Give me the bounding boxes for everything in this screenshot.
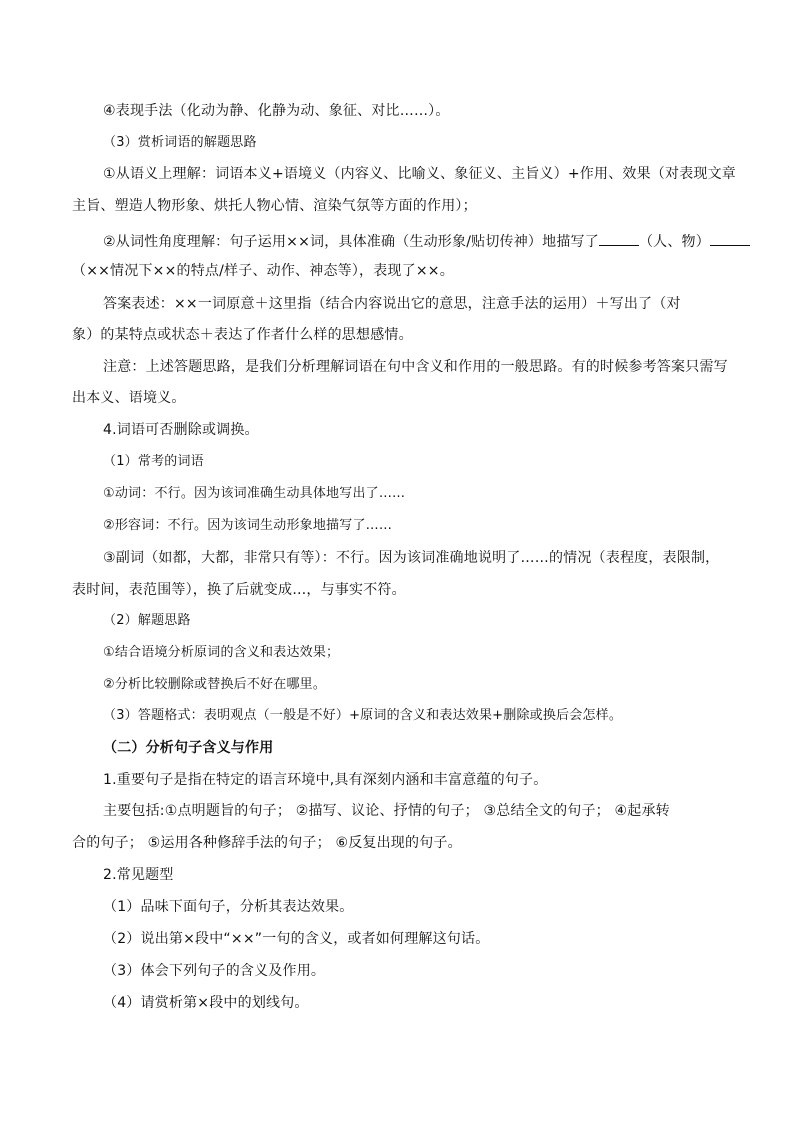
text-line: ③副词（如都，大都，非常只有等）：不行。因为该词准确地说明了……的情况（表程度，表限制， [103, 550, 720, 566]
text-line: 注意：上述答题思路，是我们分析理解词语在句中含义和作用的一般思路。有的时候参考答案只需写 [103, 359, 728, 375]
text-line: 表时间，表范围等），换了后就变成…，与事实不符。 [72, 582, 406, 598]
text-line: ②分析比较删除或替换后不好在哪里。 [103, 677, 327, 692]
text-line: ④表现手法（化动为静、化静为动、象征、对比……）。 [103, 103, 450, 119]
section-heading: （二）分析句子含义与作用 [103, 740, 274, 756]
text-line: 象）的某特点或状态＋表达了作者什么样的思想感情。 [72, 327, 413, 343]
text-line: ①动词：不行。因为该词准确生动具体地写出了…… [103, 486, 406, 501]
text-line: ①结合语境分析原词的含义和表达效果； [103, 645, 340, 660]
text-line: 合的句子； ⑤运用各种修辞手法的句子； ⑥反复出现的句子。 [72, 835, 462, 851]
text-line: 4.词语可否删除或调换。 [103, 422, 259, 438]
text-line: （4）请赏析第×段中的划线句。 [103, 995, 309, 1011]
text-line: （3）答题格式：表明观点（一般是不好）+原词的含义和表达效果+删除或换后会怎样。 [103, 708, 623, 723]
text-line: 主要包括:①点明题旨的句子； ②描写、议论、抒情的句子； ③总结全文的句子； ④起承转 [103, 803, 670, 819]
text-line: 出本义、语境义。 [72, 390, 186, 406]
text-line: 2.常见题型 [103, 867, 174, 883]
text-line: 主旨、塑造人物形象、烘托人物心情、渲染气氛等方面的作用）； [72, 198, 477, 214]
text-line: （2）说出第×段中“××”一句的含义，或者如何理解这句话。 [103, 931, 490, 947]
text-line: （3）体会下列句子的含义及作用。 [103, 963, 326, 979]
text-line: （2）解题思路 [103, 613, 191, 628]
text-line: ①从语义上理解：词语本义+语境义（内容义、比喻义、象征义、主旨义）+作用、效果（对表现文章 [103, 166, 737, 182]
text-line: 答案表述：××一词原意＋这里指（结合内容说出它的意思，注意手法的运用）＋写出了（对 [103, 296, 681, 312]
text-segment: （人、物） [638, 234, 710, 250]
text-line: ②形容词：不行。因为该词生动形象地描写了…… [103, 518, 393, 533]
text-line: 1.重要句子是指在特定的语言环境中,具有深刻内涵和丰富意蕴的句子。 [103, 772, 548, 788]
fill-blank [599, 231, 639, 246]
text-segment: ②从词性角度理解：句子运用××词，具体准确（生动形象/贴切传神）地描写了 [103, 234, 599, 250]
fill-blank [710, 231, 750, 246]
text-line: （1）品味下面句子，分析其表达效果。 [103, 899, 354, 915]
text-line [103, 231, 750, 252]
text-line: （1）常考的词语 [103, 454, 204, 469]
text-line: （××情况下××的特点/样子、动作、神态等），表现了××。 [72, 263, 454, 279]
text-line: （3）赏析词语的解题思路 [103, 135, 257, 150]
